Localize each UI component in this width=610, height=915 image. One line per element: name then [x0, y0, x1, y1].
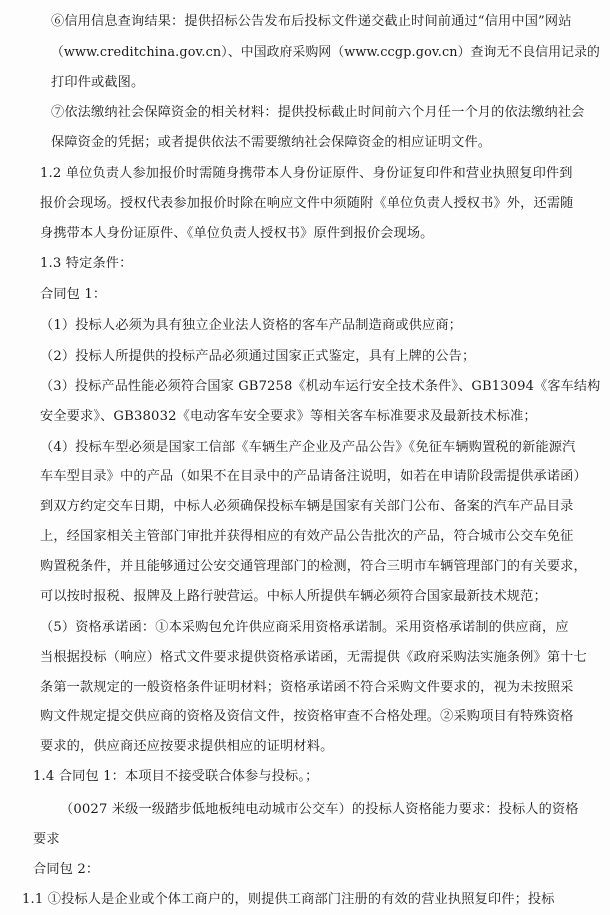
text-line: 打印件或截图。 [51, 75, 145, 90]
text-line: 到双方约定交车日期，中标人必须确保投标车辆是国家有关部门公布、备案的汽车产品目录 [40, 499, 574, 514]
text-line: （www.creditchina.gov.cn）、中国政府采购网（www.ccgp.gov.cn）查询无不良信用记录的 [51, 45, 600, 60]
text-line: 1.2 单位负责人参加报价时需随身携带本人身份证原件、身份证复印件和营业执照复印件到 [40, 166, 573, 181]
text-line: 报价会现场。授权代表参加报价时除在响应文件中须随附《单位负责人授权书》外，还需随 [40, 196, 574, 211]
text-line: （0027 米级一级踏步低地板纯电动城市公交车）的投标人资格能力要求：投标人的资格 [60, 802, 579, 817]
text-line: 可以按时报税、报牌及上路行驶营运。中标人所提供车辆必须符合国家最新技术规范； [40, 589, 547, 604]
text-line: 安全要求》、GB38032《电动客车安全要求》等相关客车标准要求及最新技术标准； [40, 409, 537, 424]
text-line: 要求 [33, 832, 60, 847]
text-line: ⑦依法缴纳社会保障资金的相关材料：提供投标截止时间前六个月任一个月的依法缴纳社会 [51, 105, 585, 120]
text-line: 购置税条件，并且能够通过公安交通管理部门的检测，符合三明市车辆管理部门的有关要求， [40, 559, 587, 574]
text-line: ⑥信用信息查询结果：提供招标公告发布后投标文件递交截止时间前通过“信用中国”网站 [51, 14, 572, 29]
text-line: 上，经国家相关主管部门审批并获得相应的有效产品公告批次的产品，符合城市公交车免征 [40, 529, 574, 544]
text-line: 当根据投标（响应）格式文件要求提供资格承诺函，无需提供《政府采购法实施条例》第十七 [40, 650, 587, 665]
section-heading: 1.4 合同包 1：本项目不接受联合体参与投标。； [33, 769, 319, 784]
section-heading: 1.3 特定条件： [40, 256, 133, 271]
text-line: （2）投标人所提供的投标产品必须通过国家正式鉴定，具有上牌的公告； [40, 349, 476, 364]
section-heading: 合同包 2： [33, 862, 100, 877]
text-line: 保障资金的凭据；或者提供依法不需要缴纳社会保障资金的相应证明文件。 [51, 135, 492, 150]
text-line: 购文件规定提交供应商的资格及资信文件，按资格审查不合格处理。②采购项目有特殊资格 [40, 709, 574, 724]
text-line: 车车型目录》中的产品（如果不在目录中的产品请备注说明，如若在申请阶段需提供承诺函） [40, 469, 587, 484]
text-line: （4）投标车型必须是国家工信部《车辆生产企业及产品公告》《免征车辆购置税的新能源汽 [40, 440, 576, 455]
text-line: （5）资格承诺函：①本采购包允许供应商采用资格承诺制。采用资格承诺制的供应商，应 [40, 620, 569, 635]
text-line: 1.1 ①投标人是企业或个体工商户的，则提供工商部门注册的有效的营业执照复印件；投标 [22, 892, 555, 907]
text-line: 条第一款规定的一般资格条件证明材料；资格承诺函不符合采购文件要求的，视为未按照采 [40, 680, 574, 695]
text-line: 身携带本人身份证原件、《单位负责人授权书》原件到报价会现场。 [40, 226, 434, 241]
text-line: （3）投标产品性能必须符合国家 GB7258《机动车运行安全技术条件》、GB13094《客车结构 [40, 379, 601, 394]
text-line: （1）投标人必须为具有独立企业法人资格的客车产品制造商或供应商； [40, 318, 462, 333]
section-heading: 合同包 1： [40, 287, 107, 302]
text-line: 要求的，供应商还应按要求提供相应的证明材料。 [40, 739, 334, 754]
